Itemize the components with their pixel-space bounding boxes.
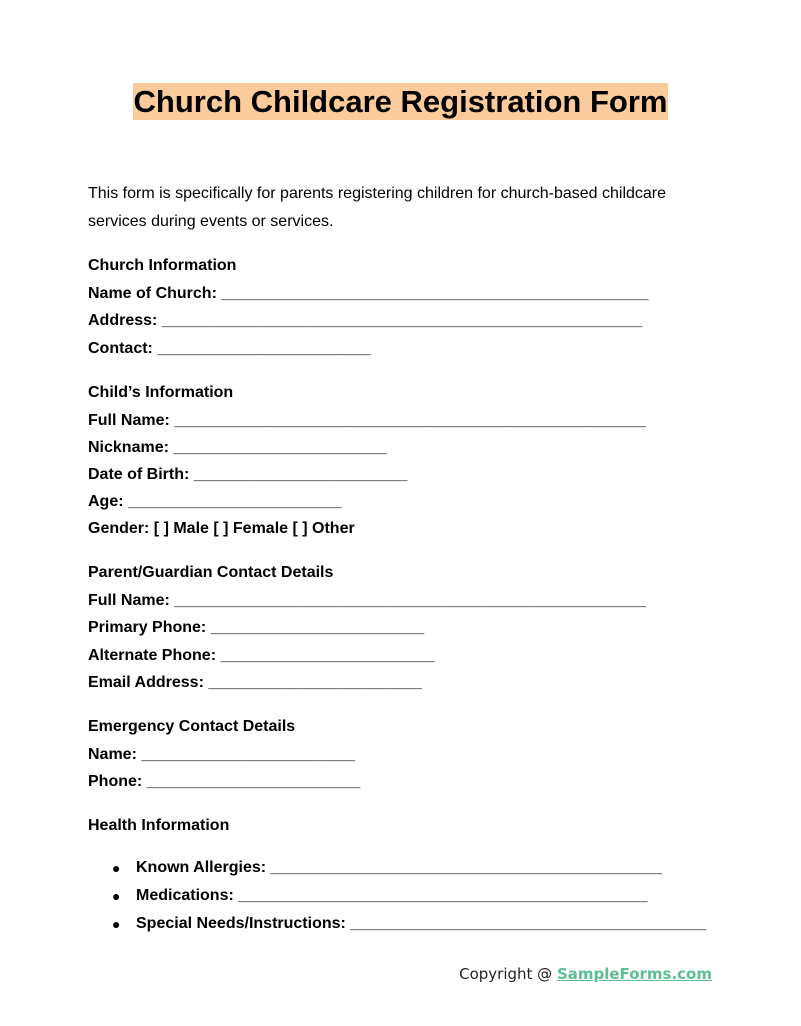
parent-fullname-field — [88, 587, 728, 615]
list-item — [88, 854, 728, 882]
church-name-field — [88, 280, 728, 308]
parent-alternate-phone-field — [88, 642, 728, 670]
allergies-label: Known Allergies: — [136, 859, 267, 876]
church-section — [88, 252, 728, 362]
child-age-field — [88, 488, 728, 516]
list-item — [88, 910, 728, 938]
parent-email-field — [88, 669, 728, 697]
parent-email-line[interactable]: ________________________ — [208, 674, 422, 691]
emergency-phone-line[interactable]: ________________________ — [146, 773, 361, 790]
special-needs-line[interactable]: ________________________________________ — [350, 915, 707, 932]
health-heading: Health Information — [88, 817, 230, 834]
church-contact-label: Contact: — [88, 339, 153, 357]
allergies-line[interactable]: ____________________________________________ — [270, 859, 663, 876]
child-nickname-label: Nickname: — [88, 439, 169, 456]
parent-email-label: Email Address: — [88, 674, 204, 691]
emergency-phone-label: Phone: — [88, 773, 143, 790]
emergency-section — [88, 713, 728, 796]
emergency-name-line[interactable]: ________________________ — [141, 745, 355, 763]
footer-copyright — [459, 963, 712, 985]
medications-line[interactable]: ______________________________________________ — [238, 887, 648, 904]
list-item — [88, 882, 728, 910]
parent-fullname-label: Full Name: — [88, 591, 170, 609]
medications-label: Medications: — [136, 887, 234, 904]
health-section — [88, 812, 728, 840]
child-nickname-field — [88, 434, 728, 462]
parent-primary-phone-label: Primary Phone: — [88, 619, 207, 636]
page-title: Church Childcare Registration Form — [133, 84, 668, 119]
health-list — [88, 854, 728, 938]
child-fullname-line[interactable]: _____________________________________________________ — [174, 411, 646, 429]
child-age-label: Age: — [88, 492, 124, 510]
title-wrapper — [0, 83, 801, 120]
child-fullname-label: Full Name: — [88, 411, 170, 429]
child-age-line[interactable]: ________________________ — [128, 492, 342, 510]
parent-heading: Parent/Guardian Contact Details — [88, 564, 334, 581]
church-heading: Church Information — [88, 257, 237, 274]
child-dob-line[interactable]: ________________________ — [193, 465, 408, 483]
emergency-phone-field — [88, 768, 728, 796]
child-dob-label: Date of Birth: — [88, 465, 190, 483]
church-contact-line[interactable]: ________________________ — [157, 339, 371, 357]
special-needs-label: Special Needs/Instructions: — [136, 915, 346, 932]
emergency-name-field — [88, 741, 728, 769]
child-section — [88, 379, 728, 543]
church-name-line[interactable]: ________________________________________________ — [221, 284, 649, 302]
copyright-text: Copyright @ — [459, 965, 557, 983]
parent-alternate-phone-label: Alternate Phone: — [88, 646, 217, 664]
child-fullname-field — [88, 407, 728, 435]
church-address-label: Address: — [88, 312, 158, 329]
bullet-icon: ● — [112, 916, 121, 932]
church-name-label: Name of Church: — [88, 284, 217, 302]
bullet-icon: ● — [112, 888, 121, 904]
church-address-line[interactable]: ______________________________________________________ — [161, 312, 643, 329]
child-nickname-line[interactable]: ________________________ — [173, 439, 387, 456]
intro-text: This form is specifically for parents registering children for church-based childcare services during events or services. — [88, 185, 667, 230]
parent-fullname-line[interactable]: _____________________________________________________ — [174, 591, 646, 609]
church-address-field — [88, 307, 728, 335]
bullet-icon: ● — [112, 860, 121, 876]
brand-link[interactable]: SampleForms.com — [556, 965, 712, 983]
emergency-name-label: Name: — [88, 745, 137, 763]
child-gender-options[interactable]: Gender: [ ] Male [ ] Female [ ] Other — [88, 520, 355, 537]
parent-primary-phone-line[interactable]: ________________________ — [210, 619, 425, 636]
child-heading: Child’s Information — [88, 384, 234, 401]
child-gender-field — [88, 515, 728, 543]
parent-alternate-phone-line[interactable]: ________________________ — [220, 646, 435, 664]
emergency-heading: Emergency Contact Details — [88, 718, 296, 735]
parent-primary-phone-field — [88, 614, 728, 642]
child-dob-field — [88, 462, 728, 488]
church-contact-field — [88, 335, 728, 363]
parent-section — [88, 559, 728, 697]
